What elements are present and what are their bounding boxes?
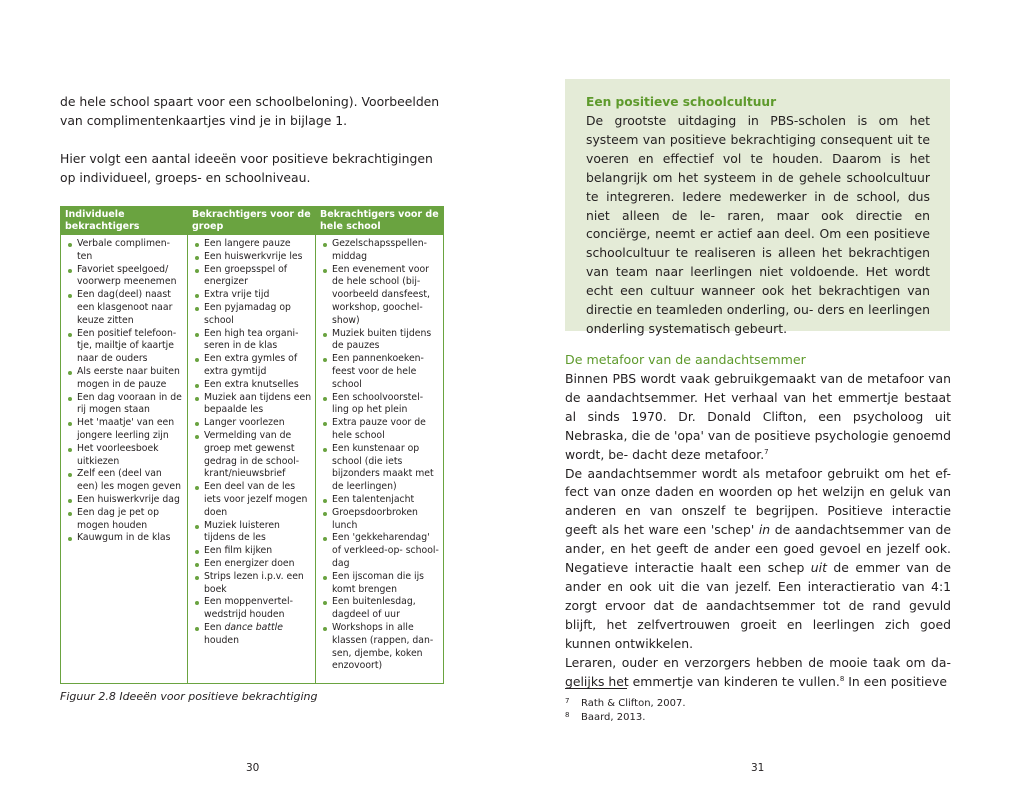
header-individual: Individuele bekrachtigers — [65, 209, 140, 232]
ideas-paragraph: Hier volgt een aantal ideeën voor positieve bekrachtigingen op individueel, groeps- en schoolniveau. — [60, 151, 433, 185]
callout-text: De grootste uitdaging in PBS-scholen is om het systeem van positieve bekrachtiging consequent uit te voeren en effectief vol te houden. Daarom is het belangrijk om het systeem in de gehele schoolcultuur te integreren. Iedere medewerker in de school, dus niet alleen de le- raren, maar ook directie en conciërge, neemt er actief aan deel. Om een positieve schoolcultuur te realiseren is alleen het bekrachtigen van team naar leerlingen niet voldoende. Het wordt echt een cultuur wanneer ook het bekrachtigen van directie en teamleden onderling, ou- ders en leerlingen onderling systematisch gebeurt. — [586, 113, 930, 336]
list-item: Een moppenvertel- wedstrijd houden — [192, 596, 313, 622]
list-item: Extra vrije tijd — [192, 289, 313, 302]
list-item: Een pannenkoeken- feest voor de hele school — [320, 353, 441, 391]
list-item: Een deel van de les iets voor jezelf mogen doen — [192, 481, 313, 519]
body-paragraph — [565, 370, 951, 465]
table-header — [61, 207, 443, 235]
list-item: Extra pauze voor de hele school — [320, 417, 441, 443]
list-item: Een extra gymles of extra gymtijd — [192, 353, 313, 379]
list-item: Een kunstenaar op school (die iets bijzonders maakt met de leerlingen) — [320, 443, 441, 494]
emphasis: in — [758, 522, 771, 538]
emphasis: uit — [810, 560, 827, 576]
body-paragraph — [565, 654, 951, 692]
section-title: De metafoor van de aandachtsemmer — [565, 352, 806, 367]
column-individual — [61, 235, 188, 683]
list-item: Als eerste naar buiten mogen in de pauze — [65, 366, 185, 392]
footnote-number: 7 — [565, 697, 570, 705]
list-item: Een high tea organi- seren in de klas — [192, 328, 313, 354]
footnote-text: Rath & Clifton, 2007. — [581, 698, 686, 709]
footnote-ref: 8 — [839, 674, 845, 683]
footnote-ref: 7 — [764, 447, 769, 456]
list-item: Een ijscoman die ijs komt brengen — [320, 571, 441, 597]
list-item: Een pyjamadag op school — [192, 302, 313, 328]
footnote-divider — [565, 688, 627, 689]
footnote-text: Baard, 2013. — [581, 712, 646, 723]
page-number-right: 31 — [751, 762, 765, 774]
text-run: De aandachtsemmer wordt als metafoor gebruikt om het ef- fect van onze daden en woorden op het welzijn en geluk van anderen en van onszelf te begrijpen. Positieve interactie geeft als het ware een 'schep' — [565, 465, 951, 538]
reinforcement-ideas-table — [60, 206, 444, 684]
header-school: Bekrachtigers voor de hele school — [320, 209, 439, 232]
intro-paragraph: de hele school spaart voor een schoolbeloning). Voorbeelden van complimentenkaartjes vind je in bijlage 1. — [60, 94, 440, 128]
list-item: Een positief telefoon- tje, mailtje of kaartje naar de ouders — [65, 328, 185, 366]
text-run: de emmer van de ander en ook uit die van jezelf. Een interactieratio van 4:1 zorgt ervoor dat de aandachtsemmer tot de rand gevuld blijft, het zelfvertrouwen groeit en leerlingen zich goed kunnen ontwikkelen. — [565, 560, 952, 651]
list-item: Een evenement voor de hele school (bij- voorbeeld dansfeest, workshop, goochel- show) — [320, 264, 441, 328]
list-item: Een extra knutselles — [192, 379, 313, 392]
list-item: Een buitenlesdag, dagdeel of uur — [320, 596, 441, 622]
text-run: Leraren, ouder en verzorgers hebben de mooie taak om da- gelijks het emmertje van kinderen te vullen. — [565, 654, 951, 689]
list-item: Strips lezen i.p.v. een boek — [192, 571, 313, 597]
list-item: Een groepsspel of energizer — [192, 264, 313, 290]
list-item: Een schoolvoorstel- ling op het plein — [320, 392, 441, 418]
list-item: Een dag vooraan in de rij mogen staan — [65, 392, 185, 418]
list-item: Een dag je pet op mogen houden — [65, 507, 185, 533]
list-item: Een 'gekkeharendag' of verkleed-op- school-dag — [320, 532, 441, 570]
list-item: Het 'maatje' van een jongere leerling zijn — [65, 417, 185, 443]
list-item-italic: dance battle — [224, 621, 283, 633]
text-run: In een positieve — [844, 673, 947, 689]
list-item — [192, 622, 313, 648]
text-run: Binnen PBS wordt vaak gebruikgemaakt van de metafoor van de aandachtsemmer. Het verhaal van het emmertje bestaat al sinds 1970. Dr. Donald Clifton, een psycholoog uit Nebraska, die de 'opa' van de positieve psychologie genoemd wordt, be- dacht deze metafoor. — [565, 371, 951, 462]
list-item: Het voorleesboek uitkiezen — [65, 443, 185, 469]
text-run: de aandachtsemmer van de ander, en het geeft de ander een goed gevoel en jezelf ook. Negatieve interactie haalt een schep — [565, 522, 952, 576]
figure-caption: Figuur 2.8 Ideeën voor positieve bekrachtiging — [60, 690, 318, 703]
list-item: Langer voorlezen — [192, 417, 313, 430]
list-item: Muziek aan tijdens een bepaalde les — [192, 392, 313, 418]
list-item: Muziek luisteren tijdens de les — [192, 520, 313, 546]
list-item-text: Een — [204, 621, 225, 633]
list-item: Muziek buiten tijdens de pauzes — [320, 328, 441, 354]
list-item: Zelf een (deel van een) les mogen geven — [65, 468, 185, 494]
list-item: Een talentenjacht — [320, 494, 441, 507]
list-item: Verbale complimen- ten — [65, 238, 185, 264]
list-item: Een huiswerkvrije les — [192, 251, 313, 264]
list-item: Favoriet speelgoed/ voorwerp meenemen — [65, 264, 185, 290]
footnote — [565, 695, 686, 710]
right-page — [505, 0, 1010, 808]
list-item-text: houden — [204, 634, 239, 646]
callout-box — [565, 79, 950, 336]
column-school — [316, 235, 443, 683]
body-paragraph — [565, 465, 951, 654]
list-item: Een langere pauze — [192, 238, 313, 251]
header-group: Bekrachtigers voor de groep — [192, 209, 311, 232]
footnote-number: 8 — [565, 711, 570, 719]
list-item: Een huiswerkvrije dag — [65, 494, 185, 507]
column-group — [188, 235, 316, 683]
list-item: Vermelding van de groep met gewenst gedrag in de school- krant/nieuwsbrief — [192, 430, 313, 481]
list-item: Een film kijken — [192, 545, 313, 558]
table-body — [61, 235, 443, 683]
page-number-left: 30 — [246, 762, 260, 774]
callout-title: Een positieve schoolcultuur — [586, 95, 777, 109]
footnote — [565, 709, 645, 724]
list-item: Workshops in alle klassen (rappen, dan- sen, djembe, koken enzovoort) — [320, 622, 441, 673]
list-item: Gezelschapsspellen- middag — [320, 238, 441, 264]
list-item: Een energizer doen — [192, 558, 313, 571]
list-item: Kauwgum in de klas — [65, 532, 185, 545]
list-item: Een dag(deel) naast een klasgenoot naar keuze zitten — [65, 289, 185, 327]
list-item: Groepsdoorbroken lunch — [320, 507, 441, 533]
body-text — [565, 370, 951, 691]
